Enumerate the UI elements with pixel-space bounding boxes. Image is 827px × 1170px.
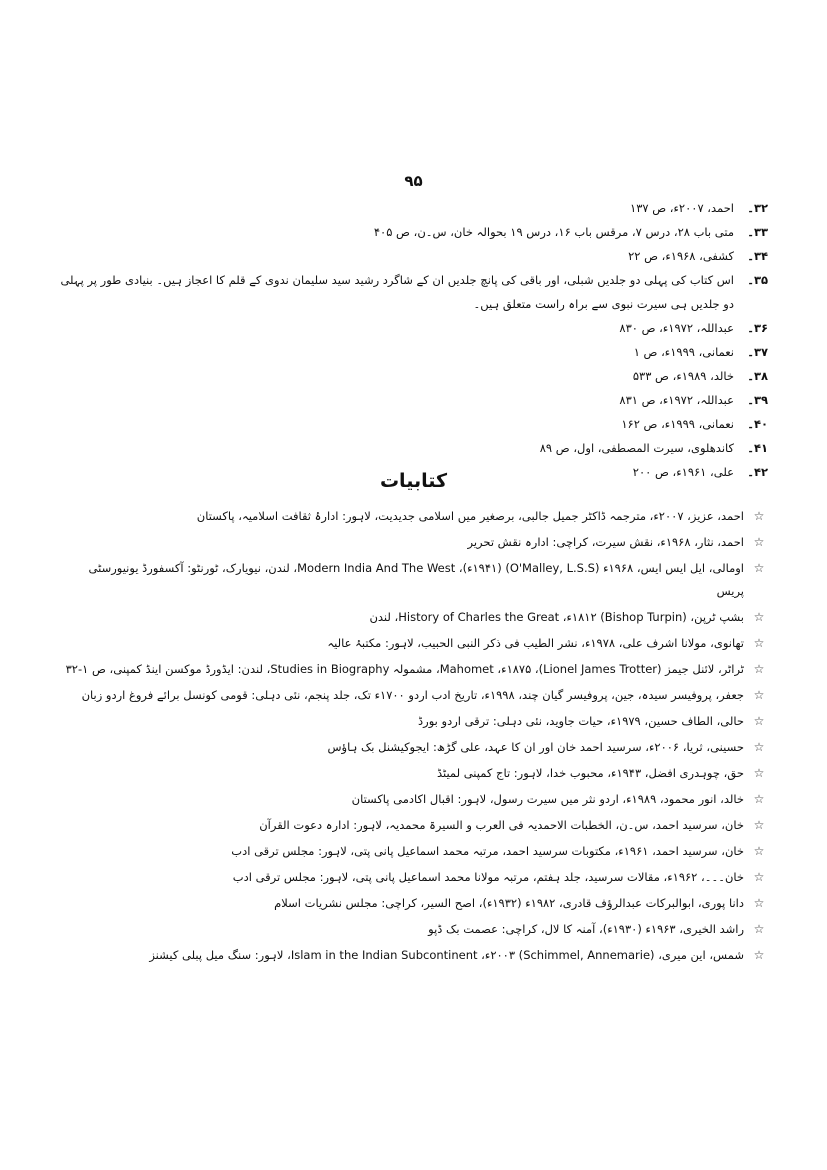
bibliography-entry bbox=[60, 531, 774, 554]
reference-text: دانا پوری، ابوالبرکات عبدالرؤف قادری، ۱۹۸۲ء (۱۹۳۲ء)، اصح السیر، کراچی: مجلس نشریات اسلام bbox=[274, 896, 744, 910]
endnote-item bbox=[60, 220, 768, 244]
page-number: ۹۵ bbox=[404, 172, 423, 190]
star-icon: ☆ bbox=[753, 922, 765, 936]
reference-text: احمد، عزیز، ۲۰۰۷ء، مترجمہ ڈاکٹر جمیل جالبی، برصغیر میں اسلامی جدیدیت، لاہور: ادارۂ ثقافت اسلامیہ، پاکستان bbox=[196, 509, 744, 523]
endnote-item bbox=[60, 268, 768, 316]
endnote-number: ۳۵۔ bbox=[747, 273, 768, 287]
bibliography-entry bbox=[60, 944, 774, 967]
endnote-number: ۴۲۔ bbox=[747, 465, 768, 479]
endnote-text: نعمانی، ۱۹۹۹ء، ص ۱ bbox=[633, 345, 734, 359]
reference-text: حسینی، ثریا، ۲۰۰۶ء، سرسید احمد خان اور ان کا عہد، علی گڑھ: ایجوکیشنل بک ہاؤس bbox=[327, 740, 744, 754]
endnote-number: ۳۶۔ bbox=[747, 321, 768, 335]
star-icon: ☆ bbox=[753, 870, 765, 884]
star-icon: ☆ bbox=[753, 844, 765, 858]
bibliography-entry bbox=[60, 606, 774, 629]
endnote-text: احمد، ۲۰۰۷ء، ص ۱۳۷ bbox=[630, 201, 734, 215]
star-icon: ☆ bbox=[753, 688, 765, 702]
endnote-number: ۴۰۔ bbox=[747, 417, 768, 431]
bibliography-entry bbox=[60, 557, 774, 603]
star-icon: ☆ bbox=[753, 896, 765, 910]
bibliography-entry bbox=[60, 505, 774, 528]
reference-text: حق، چوہدری افضل، ۱۹۴۳ء، محبوب خدا، لاہور: تاج کمپنی لمیٹڈ bbox=[436, 766, 744, 780]
star-icon: ☆ bbox=[753, 766, 765, 780]
star-icon: ☆ bbox=[753, 740, 765, 754]
star-icon: ☆ bbox=[753, 561, 765, 575]
bibliography-entry bbox=[60, 658, 774, 681]
endnote-item bbox=[60, 388, 768, 412]
endnote-item bbox=[60, 412, 768, 436]
bibliography-list bbox=[60, 505, 774, 970]
bibliography-entry bbox=[60, 736, 774, 759]
endnote-text: کاندھلوی، سیرت المصطفی، اول، ص ۸۹ bbox=[539, 441, 734, 455]
endnote-text: خالد، ۱۹۸۹ء، ص ۵۳۳ bbox=[632, 369, 734, 383]
star-icon: ☆ bbox=[753, 818, 765, 832]
reference-text: جعفر، پروفیسر سیدہ، جین، پروفیسر گیان چند، ۱۹۹۸ء، تاریخ ادب اردو ۱۷۰۰ء تک، جلد پنجم، نئی دہلی: قومی کونسل برائے فروغ اردو زبان bbox=[81, 688, 744, 702]
bibliography-entry bbox=[60, 710, 774, 733]
reference-text: راشد الخیری، ۱۹۶۳ء (۱۹۳۰ء)، آمنہ کا لال، کراچی: عصمت بک ڈپو bbox=[428, 922, 744, 936]
endnote-text: نعمانی، ۱۹۹۹ء، ص ۱۶۲ bbox=[621, 417, 734, 431]
star-icon: ☆ bbox=[753, 792, 765, 806]
endnote-item bbox=[60, 364, 768, 388]
reference-text: تھانوی، مولانا اشرف علی، ۱۹۷۸ء، نشر الطیب فی ذکر النبی الحبیب، لاہور: مکتبۂ عالیہ bbox=[327, 636, 744, 650]
endnote-text: کشفی، ۱۹۶۸ء، ص ۲۲ bbox=[628, 249, 734, 263]
endnote-number: ۳۹۔ bbox=[747, 393, 768, 407]
reference-text: ٹراٹر، لائنل جیمز (Lionel James Trotter)، ۱۸۷۵ء، Mahomet، مشمولہ Studies in Biography، لندن: ایڈورڈ موکسن اینڈ کمپنی، ص ۱-۳۲ bbox=[65, 662, 744, 676]
endnote-item bbox=[60, 196, 768, 220]
star-icon: ☆ bbox=[753, 509, 765, 523]
endnote-item bbox=[60, 436, 768, 460]
reference-text: شمس، این میری، (Schimmel, Annemarie) ۲۰۰۳ء، Islam in the Indian Subcontinent، لاہور: سنگ میل پبلی کیشنز bbox=[149, 948, 744, 962]
reference-text: حالی، الطاف حسین، ۱۹۷۹ء، حیات جاوید، نئی دہلی: ترقی اردو بورڈ bbox=[418, 714, 744, 728]
reference-text: احمد، نثار، ۱۹۶۸ء، نقش سیرت، کراچی: ادارہ نقش تحریر bbox=[467, 535, 744, 549]
reference-text: اومالی، ایل ایس ایس، ۱۹۶۸ء (O'Malley, L.S.S) (۱۹۴۱ء)، Modern India And The West، لندن، نیویارک، ٹورنٹو: آکسفورڈ یونیورسٹی پریس bbox=[88, 561, 744, 598]
star-icon: ☆ bbox=[753, 662, 765, 676]
endnote-number: ۳۷۔ bbox=[747, 345, 768, 359]
reference-text: خان، سرسید احمد، س۔ن، الخطبات الاحمدیہ فی العرب و السیرۃ محمدیہ، لاہور: ادارہ دعوت القرآن bbox=[259, 818, 744, 832]
bibliography-entry bbox=[60, 684, 774, 707]
endnote-number: ۳۸۔ bbox=[747, 369, 768, 383]
reference-text: خان۔۔۔، ۱۹۶۲ء، مقالات سرسید، جلد ہفتم، مرتبہ مولانا محمد اسماعیل پانی پتی، لاہور: مجلس ترقی ادب bbox=[232, 870, 744, 884]
bibliography-entry bbox=[60, 788, 774, 811]
endnotes-list bbox=[60, 196, 768, 484]
endnote-text: عبداللہ، ۱۹۷۲ء، ص ۸۳۱ bbox=[619, 393, 734, 407]
endnote-item bbox=[60, 244, 768, 268]
star-icon: ☆ bbox=[753, 610, 765, 624]
endnote-number: ۳۴۔ bbox=[747, 249, 768, 263]
endnote-number: ۴۱۔ bbox=[747, 441, 768, 455]
bibliography-entry bbox=[60, 632, 774, 655]
bibliography-heading: کتابیات bbox=[379, 470, 448, 492]
endnote-text: متی باب ۲۸، درس ۷، مرقس باب ۱۶، درس ۱۹ بحوالہ خان، س۔ن، ص ۴۰۵ bbox=[373, 225, 734, 239]
star-icon: ☆ bbox=[753, 535, 765, 549]
bibliography-entry bbox=[60, 892, 774, 915]
reference-text: بشپ ٹرپن، (Bishop Turpin) ۱۸۱۲ء، History of Charles the Great، لندن bbox=[369, 610, 744, 624]
endnote-text: عبداللہ، ۱۹۷۲ء، ص ۸۳۰ bbox=[619, 321, 734, 335]
endnote-item bbox=[60, 316, 768, 340]
star-icon: ☆ bbox=[753, 714, 765, 728]
endnote-number: ۳۳۔ bbox=[747, 225, 768, 239]
bibliography-entry bbox=[60, 918, 774, 941]
reference-text: خالد، انور محمود، ۱۹۸۹ء، اردو نثر میں سیرت رسول، لاہور: اقبال اکادمی پاکستان bbox=[351, 792, 744, 806]
reference-text: خان، سرسید احمد، ۱۹۶۱ء، مکتوبات سرسید احمد، مرتبہ محمد اسماعیل پانی پتی، لاہور: مجلس ترقی ادب bbox=[231, 844, 744, 858]
bibliography-entry bbox=[60, 866, 774, 889]
endnote-text: اس کتاب کی پہلی دو جلدیں شبلی، اور باقی کی پانچ جلدیں ان کے شاگرد رشید سید سلیمان ندوی کے قلم کا اعجاز ہیں۔ بنیادی طور پر پہلی دو جلدیں ہی سیرت نبوی سے براہ راست متعلق ہیں۔ bbox=[60, 273, 734, 311]
endnote-item bbox=[60, 340, 768, 364]
bibliography-entry bbox=[60, 814, 774, 837]
endnote-number: ۳۲۔ bbox=[747, 201, 768, 215]
endnote-text: علی، ۱۹۶۱ء، ص ۲۰۰ bbox=[632, 465, 734, 479]
star-icon: ☆ bbox=[753, 636, 765, 650]
bibliography-entry bbox=[60, 840, 774, 863]
star-icon: ☆ bbox=[753, 948, 765, 962]
bibliography-entry bbox=[60, 762, 774, 785]
